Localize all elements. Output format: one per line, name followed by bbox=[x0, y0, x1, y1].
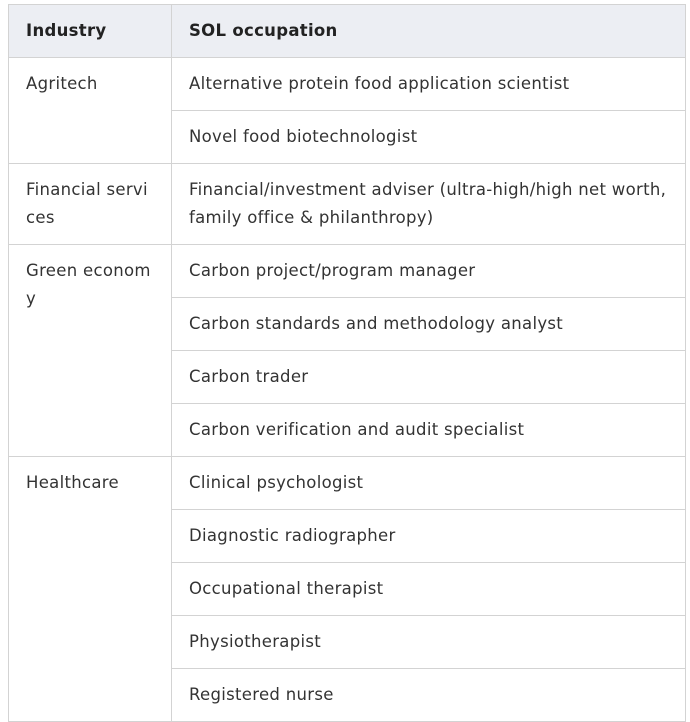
table-row bbox=[9, 58, 686, 111]
occupation-cell: Occupational therapist bbox=[172, 563, 686, 616]
occupation-cell: Physiotherapist bbox=[172, 616, 686, 669]
table-row bbox=[9, 457, 686, 510]
occupation-cell: Carbon standards and methodology analyst bbox=[172, 298, 686, 351]
industry-cell-agritech: Agritech bbox=[9, 58, 172, 164]
occupation-cell: Carbon trader bbox=[172, 351, 686, 404]
industry-cell-green-economy: Green economy bbox=[9, 245, 172, 457]
header-industry: Industry bbox=[9, 5, 172, 58]
occupation-cell: Registered nurse bbox=[172, 669, 686, 722]
table-row bbox=[9, 245, 686, 298]
header-row bbox=[9, 5, 686, 58]
occupation-cell: Diagnostic radiographer bbox=[172, 510, 686, 563]
table-row bbox=[9, 164, 686, 245]
occupation-cell: Novel food biotechnologist bbox=[172, 111, 686, 164]
industry-cell-financial-services: Financial services bbox=[9, 164, 172, 245]
occupation-cell: Clinical psychologist bbox=[172, 457, 686, 510]
header-sol-occupation: SOL occupation bbox=[172, 5, 686, 58]
occupation-cell: Carbon verification and audit specialist bbox=[172, 404, 686, 457]
occupation-cell: Carbon project/program manager bbox=[172, 245, 686, 298]
occupation-cell: Financial/investment adviser (ultra-high/high net worth, family office & philanthropy) bbox=[172, 164, 686, 245]
sol-occupation-table bbox=[8, 4, 686, 722]
table-body bbox=[9, 58, 686, 722]
occupation-cell: Alternative protein food application scientist bbox=[172, 58, 686, 111]
table-header bbox=[9, 5, 686, 58]
industry-cell-healthcare: Healthcare bbox=[9, 457, 172, 722]
